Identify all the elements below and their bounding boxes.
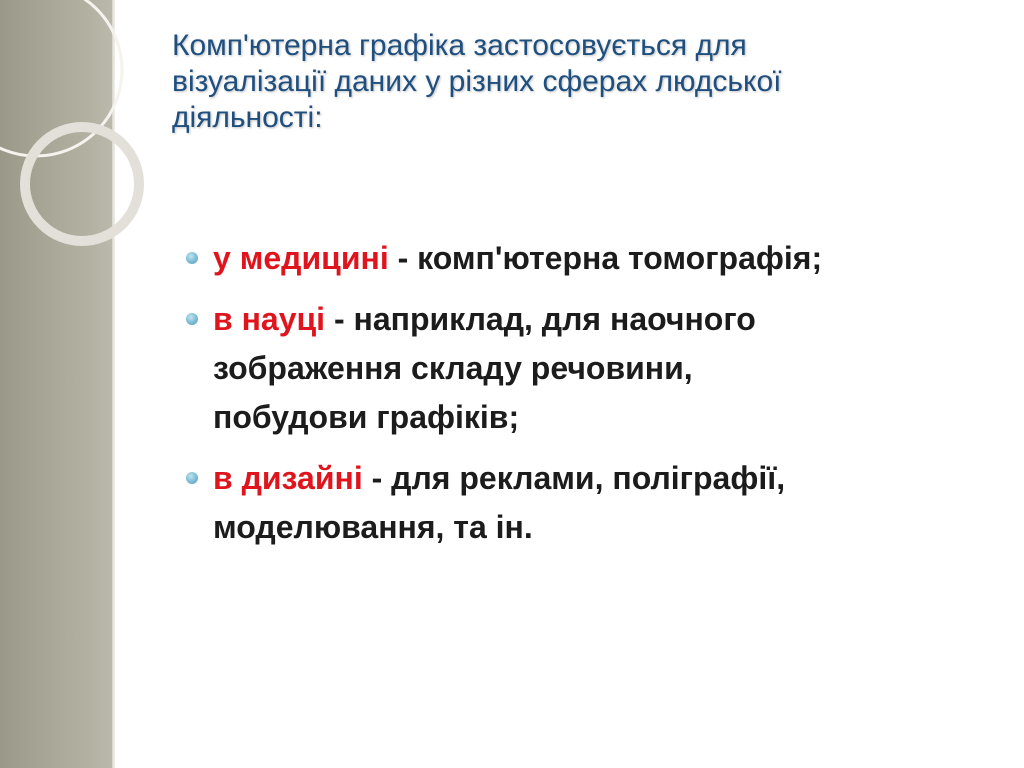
bullet-item-design — [180, 454, 1000, 552]
bullet-list — [180, 234, 1000, 564]
bullet-text: - комп'ютерна томографія; — [388, 240, 823, 276]
bullet-dot-icon — [186, 313, 198, 325]
title-line: Комп'ютерна графіка застосовується для — [172, 29, 747, 62]
slide-title — [172, 28, 972, 136]
bullet-dot-icon — [186, 252, 198, 264]
title-line: діяльності: — [172, 101, 323, 134]
bullet-item-science — [180, 295, 1000, 442]
bullet-text: моделювання, та ін. — [213, 509, 533, 545]
bullet-keyword: в дизайні — [213, 460, 363, 496]
bullet-keyword: у медицині — [213, 240, 389, 276]
bullet-text: - для реклами, поліграфії, — [362, 460, 786, 496]
bullet-text: побудови графіків; — [213, 399, 520, 435]
bullet-text: - наприклад, для наочного — [325, 301, 756, 337]
bullet-dot-icon — [186, 472, 198, 484]
title-line: візуалізації даних у різних сферах людської — [172, 65, 782, 98]
bullet-text: зображення складу речовини, — [213, 350, 693, 386]
bullet-item-medicine — [180, 234, 1000, 283]
bullet-keyword: в науці — [213, 301, 326, 337]
